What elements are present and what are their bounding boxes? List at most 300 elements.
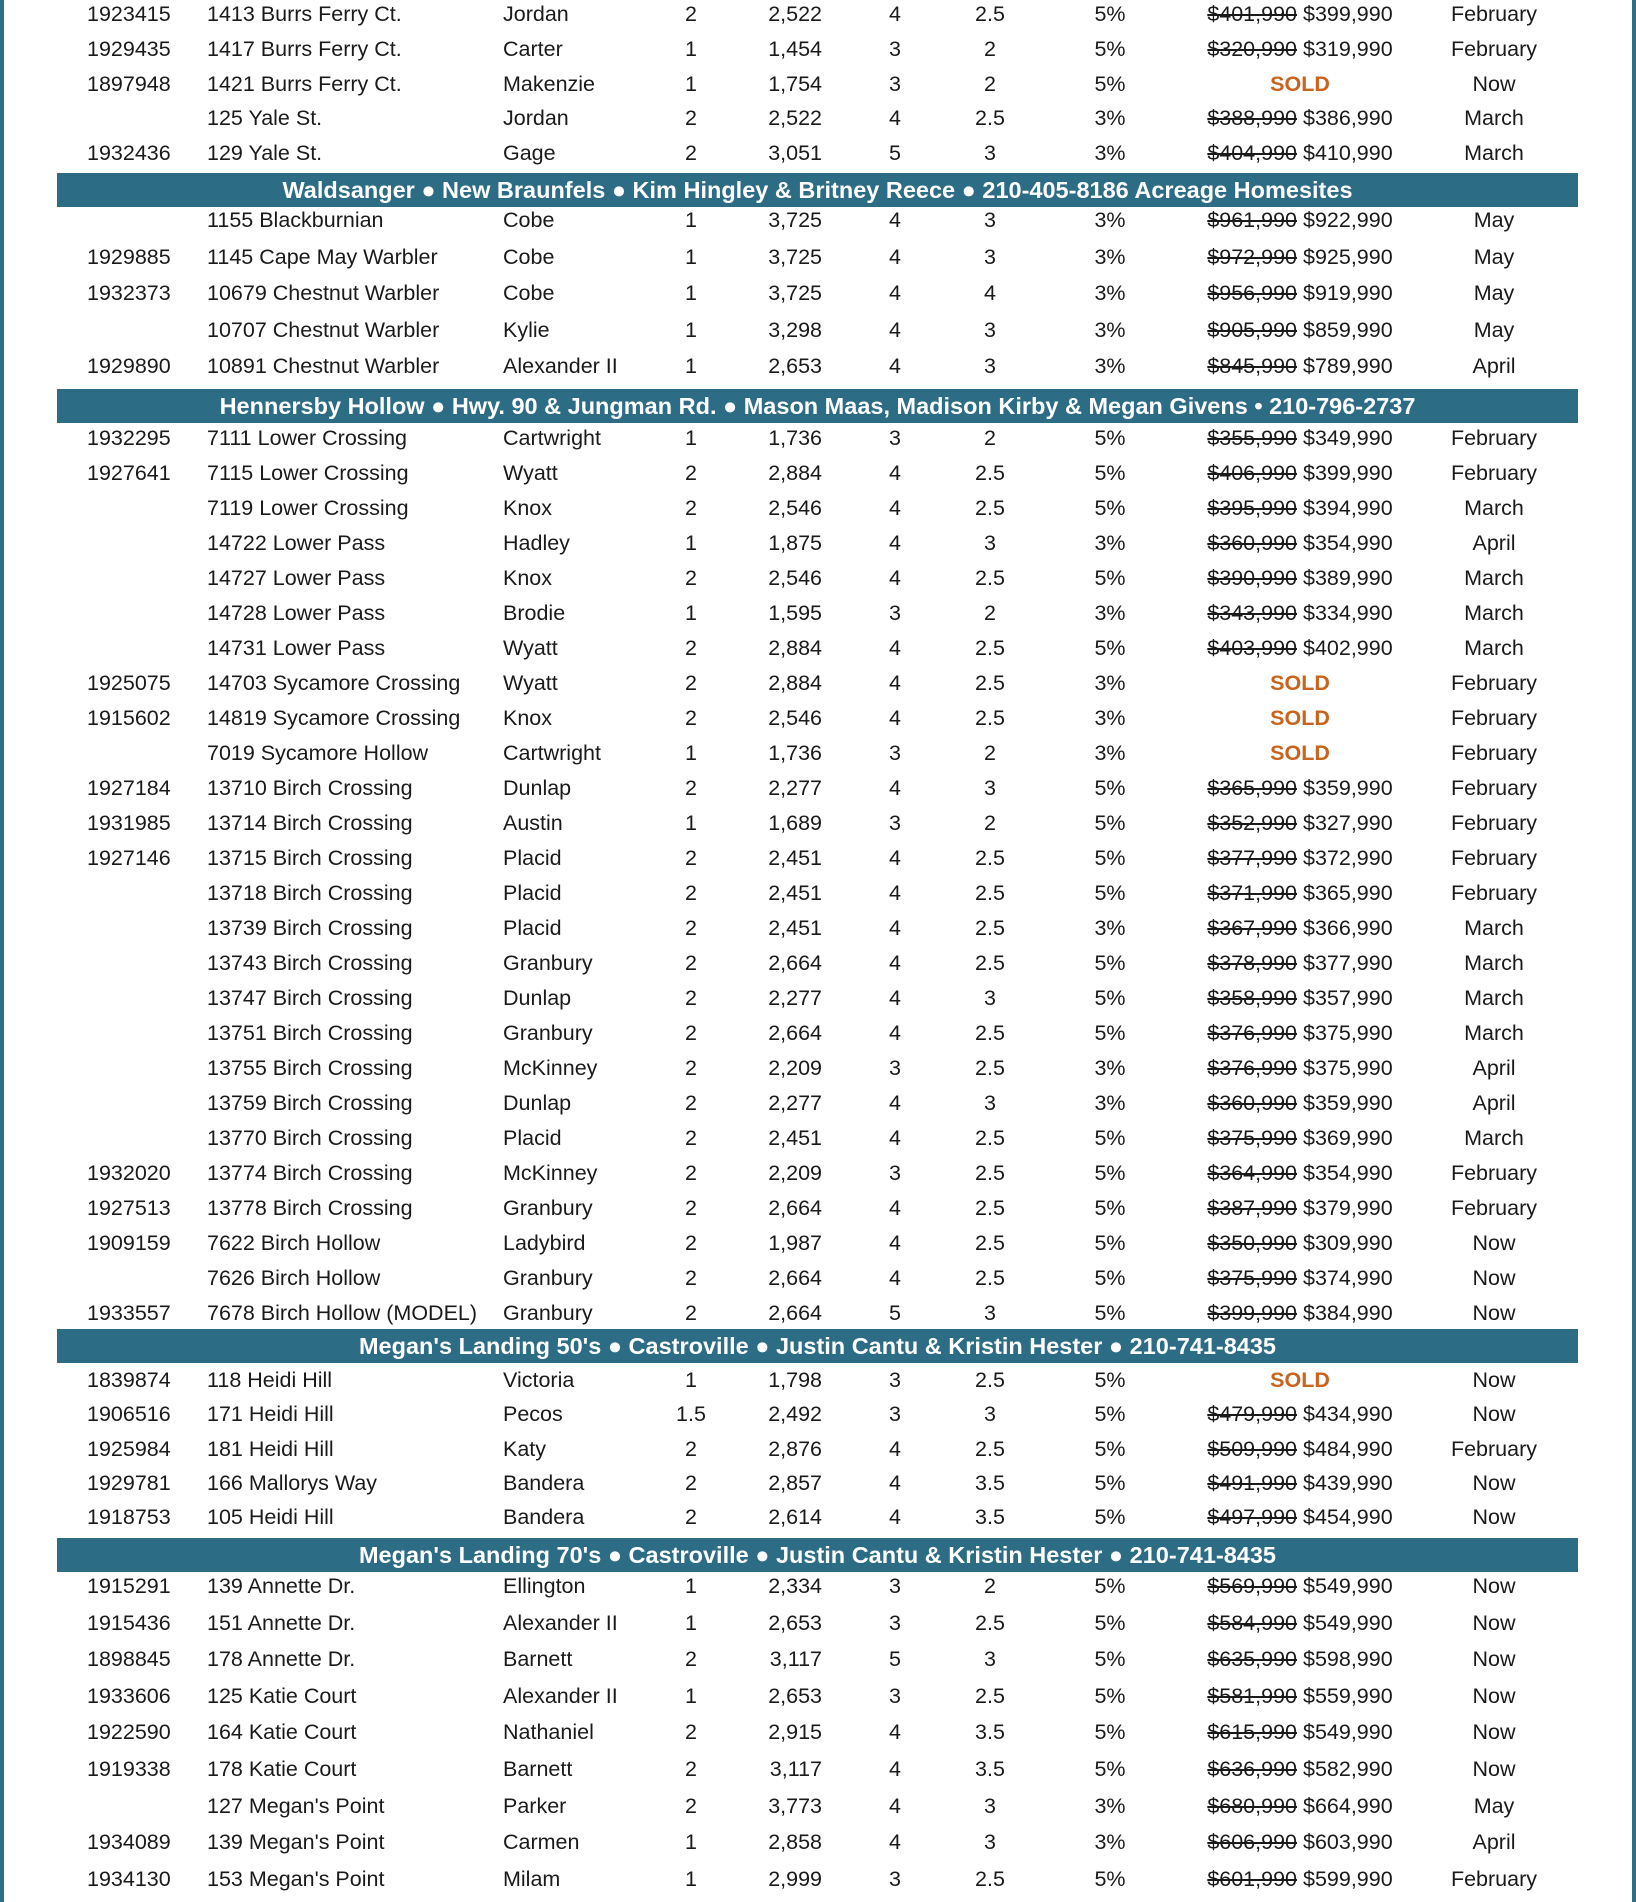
- original-price: $360,990: [1207, 531, 1297, 555]
- price-cell: [1180, 354, 1420, 379]
- price-cell: [1180, 601, 1420, 626]
- address-cell: 7111 Lower Crossing: [207, 426, 407, 450]
- price-cell: [1180, 1021, 1420, 1046]
- commission-cell: 5%: [1094, 1368, 1126, 1392]
- mls-cell: 1927184: [87, 776, 171, 800]
- mls-cell: 1906516: [87, 1402, 171, 1426]
- baths-cell: 2: [984, 37, 996, 61]
- baths-cell: 3: [984, 1794, 996, 1818]
- beds-cell: 4: [889, 106, 901, 130]
- address-cell: 10707 Chestnut Warbler: [207, 318, 440, 342]
- beds-cell: 4: [889, 671, 901, 695]
- stories-cell: 2: [685, 1056, 697, 1080]
- baths-cell: 2.5: [975, 951, 1005, 975]
- sqft-cell: 2,858: [768, 1830, 822, 1854]
- availability-cell: February: [1450, 846, 1538, 870]
- mls-cell: 1898845: [87, 1647, 171, 1671]
- current-price: $389,990: [1302, 566, 1393, 590]
- baths-cell: 2.5: [975, 1196, 1005, 1220]
- baths-cell: 2.5: [975, 916, 1005, 940]
- commission-cell: 5%: [1094, 2, 1126, 26]
- availability-cell: February: [1450, 37, 1538, 61]
- availability-cell: April: [1472, 1091, 1516, 1115]
- original-price: $377,990: [1207, 846, 1297, 870]
- plan-cell: Granbury: [503, 1301, 593, 1325]
- commission-cell: 3%: [1094, 601, 1126, 625]
- sqft-cell: 2,546: [768, 566, 822, 590]
- price-cell: [1180, 636, 1420, 661]
- sqft-cell: 2,664: [768, 1021, 822, 1045]
- availability-cell: Now: [1472, 1368, 1516, 1392]
- commission-cell: 5%: [1094, 1266, 1126, 1290]
- plan-cell: Cobe: [503, 208, 555, 232]
- address-cell: 13710 Birch Crossing: [207, 776, 413, 800]
- mls-cell: 1915602: [87, 706, 171, 730]
- address-cell: 166 Mallorys Way: [207, 1471, 378, 1495]
- sqft-cell: 2,884: [768, 636, 822, 660]
- original-price: $399,990: [1207, 1301, 1297, 1325]
- beds-cell: 4: [889, 2, 901, 26]
- stories-cell: 2: [685, 671, 697, 695]
- price-cell: [1180, 496, 1420, 521]
- plan-cell: Dunlap: [503, 1091, 572, 1115]
- section-header: Megan's Landing 50's ● Castroville ● Justin Cantu & Kristin Hester ● 210-741-8435: [57, 1329, 1578, 1363]
- beds-cell: 3: [889, 741, 901, 765]
- beds-cell: 4: [889, 1720, 901, 1744]
- availability-cell: February: [1450, 461, 1538, 485]
- current-price: $789,990: [1302, 354, 1393, 378]
- stories-cell: 2: [685, 1161, 697, 1185]
- beds-cell: 4: [889, 1794, 901, 1818]
- sqft-cell: 3,051: [768, 141, 822, 165]
- availability-cell: Now: [1472, 1266, 1516, 1290]
- original-price: $367,990: [1207, 916, 1297, 940]
- price-cell: [1180, 1830, 1420, 1855]
- baths-cell: 2.5: [975, 1161, 1005, 1185]
- plan-cell: Placid: [503, 846, 562, 870]
- commission-cell: 5%: [1094, 811, 1126, 835]
- availability-cell: February: [1450, 671, 1538, 695]
- commission-cell: 5%: [1094, 1684, 1126, 1708]
- section-header: Megan's Landing 70's ● Castroville ● Justin Cantu & Kristin Hester ● 210-741-8435: [57, 1538, 1578, 1572]
- sqft-cell: 2,876: [768, 1437, 822, 1461]
- availability-cell: March: [1464, 496, 1524, 520]
- original-price: $509,990: [1207, 1437, 1297, 1461]
- plan-cell: Jordan: [503, 2, 569, 26]
- address-cell: 178 Annette Dr.: [207, 1647, 356, 1671]
- mls-cell: 1923415: [87, 2, 171, 26]
- availability-cell: Now: [1472, 1757, 1516, 1781]
- stories-cell: 2: [685, 106, 697, 130]
- stories-cell: 2: [685, 1301, 697, 1325]
- sqft-cell: 1,798: [768, 1368, 822, 1392]
- mls-cell: 1931985: [87, 811, 171, 835]
- plan-cell: Granbury: [503, 951, 593, 975]
- plan-cell: Kylie: [503, 318, 550, 342]
- baths-cell: 2.5: [975, 1056, 1005, 1080]
- address-cell: 7019 Sycamore Hollow: [207, 741, 429, 765]
- original-price: $635,990: [1207, 1647, 1297, 1671]
- original-price: $404,990: [1207, 141, 1297, 165]
- price-cell: [1180, 1794, 1420, 1819]
- stories-cell: 2: [685, 776, 697, 800]
- plan-cell: Cobe: [503, 245, 555, 269]
- stories-cell: 1: [685, 318, 697, 342]
- address-cell: 139 Annette Dr.: [207, 1574, 356, 1598]
- commission-cell: 5%: [1094, 1402, 1126, 1426]
- availability-cell: Now: [1472, 1647, 1516, 1671]
- sqft-cell: 2,522: [768, 2, 822, 26]
- plan-cell: Alexander II: [503, 1684, 618, 1708]
- mls-cell: 1933606: [87, 1684, 171, 1708]
- commission-cell: 3%: [1094, 741, 1126, 765]
- mls-cell: 1925984: [87, 1437, 171, 1461]
- stories-cell: 2: [685, 1126, 697, 1150]
- commission-cell: 5%: [1094, 846, 1126, 870]
- commission-cell: 5%: [1094, 496, 1126, 520]
- beds-cell: 4: [889, 1471, 901, 1495]
- original-price: $352,990: [1207, 811, 1297, 835]
- address-cell: 125 Katie Court: [207, 1684, 357, 1708]
- commission-cell: 3%: [1094, 916, 1126, 940]
- baths-cell: 4: [984, 281, 996, 305]
- price-cell: [1180, 1266, 1420, 1291]
- beds-cell: 4: [889, 354, 901, 378]
- price-cell: [1180, 1196, 1420, 1221]
- plan-cell: Placid: [503, 1126, 562, 1150]
- plan-cell: McKinney: [503, 1056, 598, 1080]
- availability-cell: February: [1450, 1196, 1538, 1220]
- availability-cell: March: [1464, 141, 1524, 165]
- stories-cell: 1: [685, 72, 697, 96]
- sold-badge: SOLD: [1270, 671, 1330, 695]
- baths-cell: 2.5: [975, 1231, 1005, 1255]
- current-price: $377,990: [1302, 951, 1393, 975]
- baths-cell: 2: [984, 741, 996, 765]
- plan-cell: Katy: [503, 1437, 547, 1461]
- current-price: $359,990: [1302, 1091, 1393, 1115]
- address-cell: 13774 Birch Crossing: [207, 1161, 413, 1185]
- commission-cell: 5%: [1094, 1126, 1126, 1150]
- address-cell: 14703 Sycamore Crossing: [207, 671, 461, 695]
- commission-cell: 5%: [1094, 1647, 1126, 1671]
- sqft-cell: 3,117: [769, 1647, 822, 1671]
- address-cell: 7678 Birch Hollow (MODEL): [207, 1301, 478, 1325]
- plan-cell: Knox: [503, 566, 553, 590]
- price-cell: [1180, 1611, 1420, 1636]
- price-cell: [1180, 811, 1420, 836]
- sqft-cell: 2,857: [768, 1471, 822, 1495]
- stories-cell: 2: [685, 461, 697, 485]
- original-price: $401,990: [1207, 2, 1297, 26]
- commission-cell: 5%: [1094, 461, 1126, 485]
- sqft-cell: 2,546: [768, 496, 822, 520]
- beds-cell: 3: [889, 1684, 901, 1708]
- commission-cell: 5%: [1094, 72, 1126, 96]
- baths-cell: 2.5: [975, 706, 1005, 730]
- address-cell: 10891 Chestnut Warbler: [207, 354, 440, 378]
- availability-cell: February: [1450, 741, 1538, 765]
- sqft-cell: 2,653: [768, 354, 822, 378]
- baths-cell: 2.5: [975, 1611, 1005, 1635]
- baths-cell: 2.5: [975, 461, 1005, 485]
- stories-cell: 1: [685, 1574, 697, 1598]
- availability-cell: Now: [1472, 1574, 1516, 1598]
- sqft-cell: 2,653: [768, 1684, 822, 1708]
- original-price: $636,990: [1207, 1757, 1297, 1781]
- sqft-cell: 3,725: [768, 208, 822, 232]
- mls-cell: 1932373: [87, 281, 171, 305]
- original-price: $320,990: [1207, 37, 1297, 61]
- mls-cell: 1915291: [87, 1574, 171, 1598]
- original-price: $606,990: [1207, 1830, 1297, 1854]
- availability-cell: April: [1472, 1056, 1516, 1080]
- price-cell: [1180, 208, 1420, 233]
- current-price: $664,990: [1302, 1794, 1393, 1818]
- original-price: $569,990: [1207, 1574, 1297, 1598]
- price-cell: [1180, 245, 1420, 270]
- plan-cell: Barnett: [503, 1757, 573, 1781]
- sqft-cell: 3,725: [768, 245, 822, 269]
- availability-cell: March: [1464, 636, 1524, 660]
- sqft-cell: 2,999: [768, 1867, 822, 1891]
- address-cell: 13714 Birch Crossing: [207, 811, 413, 835]
- price-cell: [1180, 951, 1420, 976]
- availability-cell: March: [1464, 951, 1524, 975]
- sqft-cell: 1,736: [768, 741, 822, 765]
- stories-cell: 2: [685, 1021, 697, 1045]
- address-cell: 118 Heidi Hill: [207, 1368, 333, 1392]
- beds-cell: 4: [889, 1021, 901, 1045]
- price-cell: [1180, 706, 1420, 731]
- address-cell: 7626 Birch Hollow: [207, 1266, 381, 1290]
- commission-cell: 3%: [1094, 1794, 1126, 1818]
- original-price: $375,990: [1207, 1126, 1297, 1150]
- current-price: $365,990: [1302, 881, 1393, 905]
- beds-cell: 4: [889, 566, 901, 590]
- beds-cell: 3: [889, 426, 901, 450]
- beds-cell: 4: [889, 1091, 901, 1115]
- beds-cell: 5: [889, 1301, 901, 1325]
- sold-badge: SOLD: [1270, 706, 1330, 730]
- stories-cell: 1.5: [676, 1402, 706, 1426]
- availability-cell: Now: [1472, 1611, 1516, 1635]
- plan-cell: Barnett: [503, 1647, 573, 1671]
- price-cell: [1180, 881, 1420, 906]
- availability-cell: March: [1464, 986, 1524, 1010]
- price-cell: [1180, 2, 1420, 27]
- section-header: Hennersby Hollow ● Hwy. 90 & Jungman Rd. ● Mason Maas, Madison Kirby & Megan Givens • 210-796-2737: [57, 389, 1578, 423]
- commission-cell: 5%: [1094, 1437, 1126, 1461]
- availability-cell: February: [1450, 776, 1538, 800]
- price-cell: [1180, 846, 1420, 871]
- mls-cell: 1927146: [87, 846, 171, 870]
- plan-cell: Dunlap: [503, 986, 572, 1010]
- plan-cell: Dunlap: [503, 776, 572, 800]
- beds-cell: 4: [889, 846, 901, 870]
- current-price: $354,990: [1302, 531, 1393, 555]
- current-price: $309,990: [1302, 1231, 1393, 1255]
- baths-cell: 2.5: [975, 1266, 1005, 1290]
- address-cell: 1417 Burrs Ferry Ct.: [207, 37, 402, 61]
- beds-cell: 3: [889, 1574, 901, 1598]
- current-price: $357,990: [1302, 986, 1393, 1010]
- availability-cell: May: [1473, 208, 1515, 232]
- price-cell: [1180, 776, 1420, 801]
- current-price: $399,990: [1302, 461, 1393, 485]
- beds-cell: 4: [889, 461, 901, 485]
- plan-cell: Ellington: [503, 1574, 586, 1598]
- current-price: $859,990: [1302, 318, 1393, 342]
- sqft-cell: 2,884: [768, 461, 822, 485]
- commission-cell: 5%: [1094, 1505, 1126, 1529]
- plan-cell: Placid: [503, 881, 562, 905]
- sqft-cell: 1,987: [768, 1231, 822, 1255]
- stories-cell: 2: [685, 986, 697, 1010]
- original-price: $961,990: [1207, 208, 1297, 232]
- sqft-cell: 2,915: [768, 1720, 822, 1744]
- availability-cell: March: [1464, 1126, 1524, 1150]
- sqft-cell: 1,595: [768, 601, 822, 625]
- baths-cell: 2: [984, 426, 996, 450]
- baths-cell: 2: [984, 1574, 996, 1598]
- sqft-cell: 2,451: [768, 1126, 822, 1150]
- stories-cell: 2: [685, 846, 697, 870]
- stories-cell: 1: [685, 426, 697, 450]
- stories-cell: 2: [685, 1647, 697, 1671]
- current-price: $374,990: [1302, 1266, 1393, 1290]
- stories-cell: 2: [685, 1231, 697, 1255]
- current-price: $599,990: [1302, 1867, 1393, 1891]
- address-cell: 105 Heidi Hill: [207, 1505, 334, 1529]
- original-price: $584,990: [1207, 1611, 1297, 1635]
- mls-cell: 1929781: [87, 1471, 171, 1495]
- beds-cell: 4: [889, 986, 901, 1010]
- beds-cell: 4: [889, 951, 901, 975]
- beds-cell: 4: [889, 1231, 901, 1255]
- original-price: $390,990: [1207, 566, 1297, 590]
- address-cell: 139 Megan's Point: [207, 1830, 385, 1854]
- mls-cell: 1915436: [87, 1611, 171, 1635]
- commission-cell: 5%: [1094, 1301, 1126, 1325]
- beds-cell: 4: [889, 1505, 901, 1529]
- original-price: $403,990: [1207, 636, 1297, 660]
- baths-cell: 3: [984, 1091, 996, 1115]
- commission-cell: 5%: [1094, 1021, 1126, 1045]
- stories-cell: 1: [685, 601, 697, 625]
- commission-cell: 3%: [1094, 671, 1126, 695]
- address-cell: 13755 Birch Crossing: [207, 1056, 413, 1080]
- current-price: $366,990: [1302, 916, 1393, 940]
- original-price: $406,990: [1207, 461, 1297, 485]
- original-price: $601,990: [1207, 1867, 1297, 1891]
- mls-cell: 1932020: [87, 1161, 171, 1185]
- address-cell: 153 Megan's Point: [207, 1867, 385, 1891]
- plan-cell: Knox: [503, 496, 553, 520]
- commission-cell: 5%: [1094, 1611, 1126, 1635]
- stories-cell: 1: [685, 354, 697, 378]
- current-price: $402,990: [1302, 636, 1393, 660]
- baths-cell: 3.5: [975, 1720, 1005, 1744]
- plan-cell: Alexander II: [503, 1611, 618, 1635]
- beds-cell: 3: [889, 1056, 901, 1080]
- sqft-cell: 1,754: [768, 72, 822, 96]
- current-price: $549,990: [1302, 1611, 1393, 1635]
- baths-cell: 2.5: [975, 1126, 1005, 1150]
- plan-cell: Brodie: [503, 601, 566, 625]
- price-cell: [1180, 1056, 1420, 1081]
- current-price: $925,990: [1302, 245, 1393, 269]
- sold-badge: SOLD: [1270, 741, 1330, 765]
- baths-cell: 2.5: [975, 881, 1005, 905]
- baths-cell: 2: [984, 72, 996, 96]
- stories-cell: 2: [685, 496, 697, 520]
- commission-cell: 3%: [1094, 208, 1126, 232]
- stories-cell: 1: [685, 531, 697, 555]
- beds-cell: 3: [889, 1867, 901, 1891]
- plan-cell: Wyatt: [503, 636, 558, 660]
- address-cell: 13747 Birch Crossing: [207, 986, 413, 1010]
- baths-cell: 3: [984, 354, 996, 378]
- commission-cell: 3%: [1094, 281, 1126, 305]
- original-price: $395,990: [1207, 496, 1297, 520]
- commission-cell: 5%: [1094, 1720, 1126, 1744]
- baths-cell: 2: [984, 601, 996, 625]
- current-price: $549,990: [1302, 1720, 1393, 1744]
- commission-cell: 3%: [1094, 106, 1126, 130]
- address-cell: 129 Yale St.: [207, 141, 323, 165]
- price-cell: [1180, 1720, 1420, 1745]
- address-cell: 13759 Birch Crossing: [207, 1091, 413, 1115]
- original-price: $360,990: [1207, 1091, 1297, 1115]
- sqft-cell: 2,664: [768, 1266, 822, 1290]
- price-cell: [1180, 141, 1420, 166]
- baths-cell: 3: [984, 986, 996, 1010]
- address-cell: 13751 Birch Crossing: [207, 1021, 413, 1045]
- commission-cell: 3%: [1094, 141, 1126, 165]
- sqft-cell: 2,277: [768, 986, 822, 1010]
- baths-cell: 3: [984, 1301, 996, 1325]
- commission-cell: 5%: [1094, 776, 1126, 800]
- address-cell: 1145 Cape May Warbler: [207, 245, 438, 269]
- commission-cell: 5%: [1094, 951, 1126, 975]
- sold-badge: SOLD: [1270, 1368, 1330, 1392]
- address-cell: 1413 Burrs Ferry Ct.: [207, 2, 402, 26]
- stories-cell: 2: [685, 951, 697, 975]
- sqft-cell: 2,884: [768, 671, 822, 695]
- availability-cell: March: [1464, 916, 1524, 940]
- baths-cell: 3: [984, 208, 996, 232]
- plan-cell: Pecos: [503, 1402, 563, 1426]
- current-price: $349,990: [1302, 426, 1393, 450]
- baths-cell: 2: [984, 811, 996, 835]
- stories-cell: 1: [685, 245, 697, 269]
- price-cell: [1180, 72, 1420, 97]
- original-price: $479,990: [1207, 1402, 1297, 1426]
- availability-cell: February: [1450, 1437, 1538, 1461]
- address-cell: 1155 Blackburnian: [207, 208, 384, 232]
- mls-cell: 1925075: [87, 671, 171, 695]
- sqft-cell: 1,454: [768, 37, 822, 61]
- sqft-cell: 2,277: [768, 776, 822, 800]
- original-price: $343,990: [1207, 601, 1297, 625]
- page-border-right: [1632, 0, 1636, 1902]
- stories-cell: 1: [685, 1867, 697, 1891]
- baths-cell: 2.5: [975, 106, 1005, 130]
- original-price: $680,990: [1207, 1794, 1297, 1818]
- address-cell: 13743 Birch Crossing: [207, 951, 413, 975]
- availability-cell: February: [1450, 2, 1538, 26]
